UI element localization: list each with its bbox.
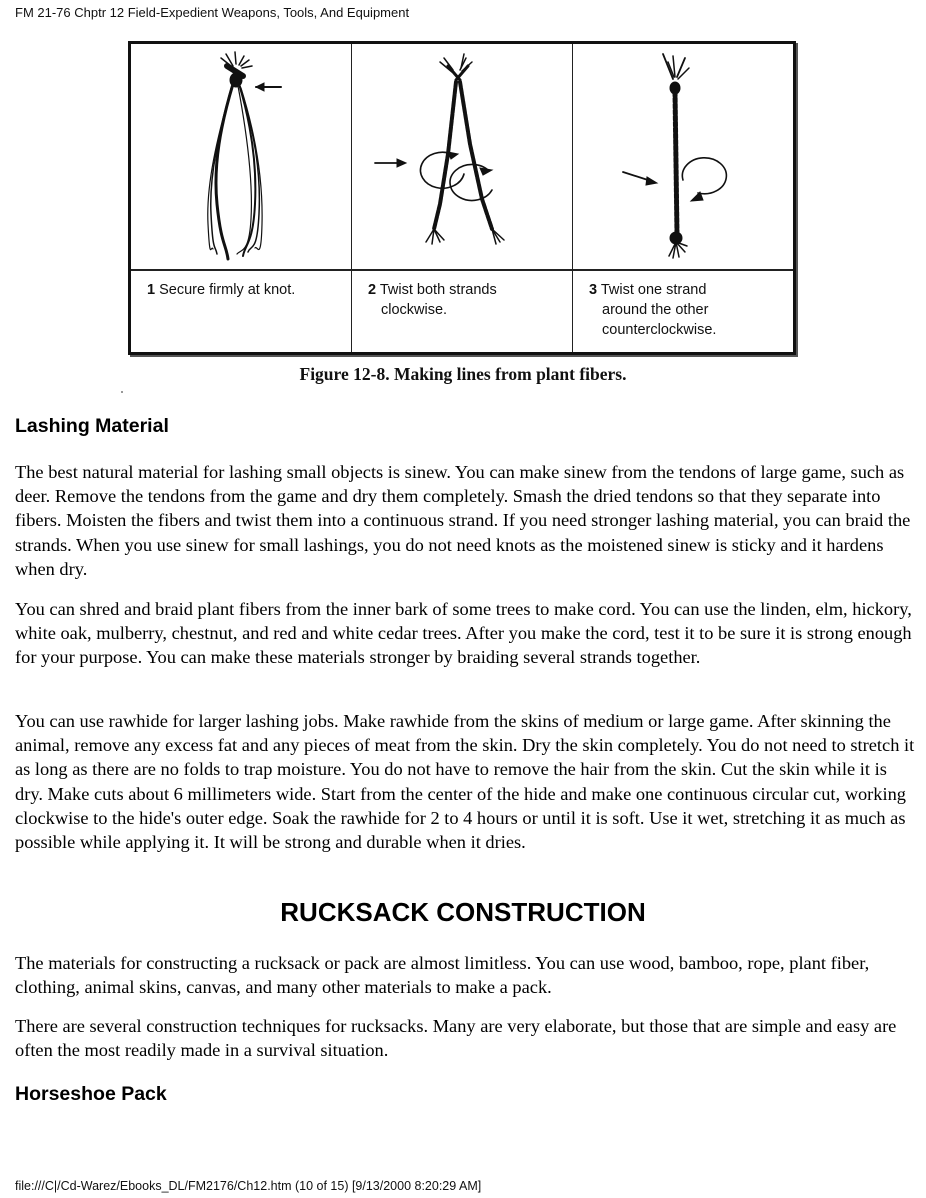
panel-3-caption-line: around the other [602,302,709,318]
heading-horseshoe-pack: Horseshoe Pack [15,1083,167,1105]
paragraph-rawhide: You can use rawhide for larger lashing jobs. Make rawhide from the skins of medium or large game. After skinning the animal, remove any excess fat and any pieces of meat from the skin. Dry the skin completely. You do not need to stretch it as long as there are no folds to trap moisture. You do not have to remove the hair from the skin. Cut the skin while it is dry. Make cuts about 6 millimeters wide. Start from the center of the hide and make one continuous circular cut, working clockwise to the hide's outer edge. Soak the rawhide for 2 to 4 hours or until it is soft. Use it wet, stretching it as much as possible while applying it. It will be strong and durable when it dries. [15,711,915,853]
figure-panel-1-illustration [131,44,352,271]
panel-3-caption-line: Twist one strand [600,282,707,298]
figure-panel-3-illustration [573,44,793,271]
page-footer-url: file:///C|/Cd-Warez/Ebooks_DL/FM2176/Ch12.htm (10 of 15) [9/13/2000 8:20:29 AM] [15,1179,482,1193]
braided-strand-counterclockwise-icon [573,44,793,271]
paragraph-rucksack-techniques: There are several construction techniques for rucksacks. Many are very elaborate, but those that are simple and easy are often the most readily made in a survival situation. [15,1016,897,1061]
figure-panel-2-caption [352,271,573,352]
strands-twist-clockwise-icon [352,44,573,271]
figure-panel-1-caption [131,271,352,352]
figure-panel-2-illustration [352,44,573,271]
panel-2-caption-line: clockwise. [381,302,448,318]
panel-3-caption-line: counterclockwise. [602,322,717,338]
paragraph-sinew: The best natural material for lashing small objects is sinew. You can make sinew from the tendons of large game, such as deer. Remove the tendons from the game and dry them completely. Smash the dried tendons so that they separate into fibers. Moisten the fibers and twist them into a continuous strand. If you need stronger lashing material, you can braid the strands. When you use sinew for small lashings, you do not need knots as the moistened sinew is sticky and it hardens when dry. [15,462,911,579]
heading-lashing-material: Lashing Material [15,415,169,437]
fibers-knot-icon [131,44,352,271]
panel-2-caption-line: Twist both strands [379,282,497,298]
heading-rucksack-construction: RUCKSACK CONSTRUCTION [280,897,646,927]
figure-title: Figure 12-8. Making lines from plant fibers. [299,364,627,384]
panel-1-number: 1 [147,282,156,298]
page-header-title: FM 21-76 Chptr 12 Field-Expedient Weapons, Tools, And Equipment [15,5,410,20]
panel-2-number: 2 [368,282,377,298]
paragraph-rucksack-materials: The materials for constructing a rucksack or pack are almost limitless. You can use wood, bamboo, rope, plant fiber, clothing, animal skins, canvas, and many other materials to make a pack. [15,953,870,998]
panel-1-caption-line: Secure firmly at knot. [159,282,296,298]
figure-panel-3-caption [573,271,793,352]
panel-3-number: 3 [589,282,598,298]
paragraph-plant-fibers: You can shred and braid plant fibers from the inner bark of some trees to make cord. You can use the linden, elm, hickory, white oak, mulberry, chestnut, and red and white cedar trees. After you make the cord, test it to be sure it is strong enough for your purpose. You can make these materials stronger by braiding several strands together. [15,599,912,668]
figure-12-8 [128,41,796,355]
scan-artifact-dot [121,391,123,393]
